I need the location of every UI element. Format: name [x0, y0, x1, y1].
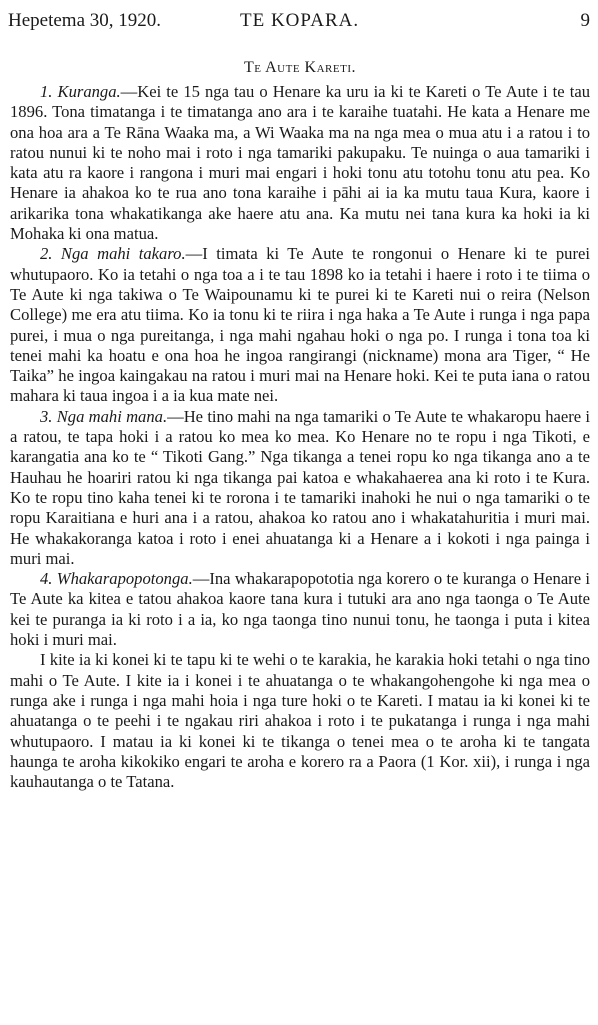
paragraph-text: I kite ia ki konei ki te tapu ki te wehi o te karakia, he karakia hoki tetahi o nga tino mahi o Te Aute. I kite ia i konei i te ahuatanga o te whakangohengohe ki nga mea o runga ake i runga i nga mahi hoia i nga ture hoki o te Kareti. I matau ia ki konei ki te ahuatanga o te peehi i te ngakau riri ahakoa i roto i te pukatanga i runga i nga mahi whutupaoro. I matau ia ki konei ki te tikanga o tenei mea o te aroha ki te tangata haunga te aroha kikokiko engari te aroha e korero ra a Paora (1 Kor. xii), i runga i nga kauhautanga o te Tatana. — [10, 650, 590, 792]
closing-paragraph — [10, 650, 590, 792]
page-number: 9 — [580, 10, 590, 31]
section-nga-mahi-takaro — [10, 244, 590, 406]
section-text: —Kei te 15 nga tau o Henare ka uru ia ki te Kareti o Te Aute i te tau 1896. Tona timatanga i te timatanga ano ara i te karaihe tuatahi. He kata a Henare me ona hoa ara a Te Rāna Waaka ma, a Wi Waaka ma na nga mea o mua atu i a ratou i to ratou nunui ki te noho mai i roto i nga tamariki pakupaku. Te nuinga o aua tamariki i kata atu ra kaore i rangona i muri mai engari i hoki tonu atu totohu tonu atu pea. Ko Henare ia ahakoa ko te rua ano tona karaihe i pāhi ai ia ka mutu taua Kura, kaore i arikarika tona whakatikanga ake haere atu ana. Ka mutu nei tana kura ka hoki ia ki Mohaka ki ona matua. — [10, 82, 590, 244]
section-text: —Ina whakarapopototia nga korero o te kuranga o Henare i Te Aute ka kitea e tatou ahakoa kaore tana kura i tutuki ara ano nga taonga o Te Aute kei te puranga ia ki roto i a ia, ko nga taonga tino nunui tonu, he taonga i puta i kitea hoki i muri mai. — [10, 569, 590, 650]
section-heading: 1. Kuranga. — [40, 82, 121, 101]
publication-title: TE KOPARA. — [240, 10, 360, 31]
section-whakarapopotonga — [10, 569, 590, 650]
section-kuranga — [10, 82, 590, 244]
section-heading: 4. Whakarapopotonga. — [40, 569, 193, 589]
section-heading: 3. Nga mahi mana. — [40, 406, 168, 426]
section-text: —He tino mahi na nga tamariki o Te Aute te whakaropu haere i a ratou, te tapa hoki i a ratou ko mea ko mea. Ko Henare no te ropu i nga Tikoti, e karangatia ana ko te “ Tikoti Gang.” Nga tikanga a tenei ropu ko nga tikanga ano a te Hauhau he hoariri ratou ki nga tikanga pai katoa e whakahaerea ana ki roto i te Kura. Ko te ropu tino kaha tenei ki te rorona i te tamariki inahoki he nui o nga tamariki o te ropu Karaitiana e huri ana i a ratou, ahakoa ko ratou ano i whakatahuritia i muri mai. He whakakoranga katoa i roto i enei ahuatanga ki a Henare a i kokoti i nga painga i muri mai. — [10, 406, 590, 568]
issue-date: Hepetema 30, 1920. — [8, 10, 162, 31]
article — [10, 56, 590, 792]
section-text: —I timata ki Te Aute te rongonui o Henare ki te purei whutupaoro. Ko ia tetahi o nga toa a i te tau 1898 ko ia tetahi i haere i roto i te tiima o Te Aute ki nga takiwa o Te Waipounamu ki te purei ki te Kareti nui o reira (Nelson College) me era atu tiima. Ko ia tonu ki te riira i nga haka a Te Aute i runga i nga papa purei, i mua o nga pureitanga, i nga mahi ngahau hoki o nga po. I runga i tona toa ki tenei mahi ka hoatu e ona hoa he ingoa rangirangi (nickname) mona ara Tiger, “ He Taika” he ingoa kaingakau na ratou i muri mai na Henare hoki. Kei te puta iana o ratou mahara ki taua ingoa i a ia kua mate nei. — [10, 244, 590, 406]
section-nga-mahi-mana — [10, 407, 590, 569]
page-header — [8, 6, 592, 36]
article-title: Te Aute Kareti. — [244, 59, 356, 76]
section-heading: 2. Nga mahi takaro. — [40, 244, 186, 264]
